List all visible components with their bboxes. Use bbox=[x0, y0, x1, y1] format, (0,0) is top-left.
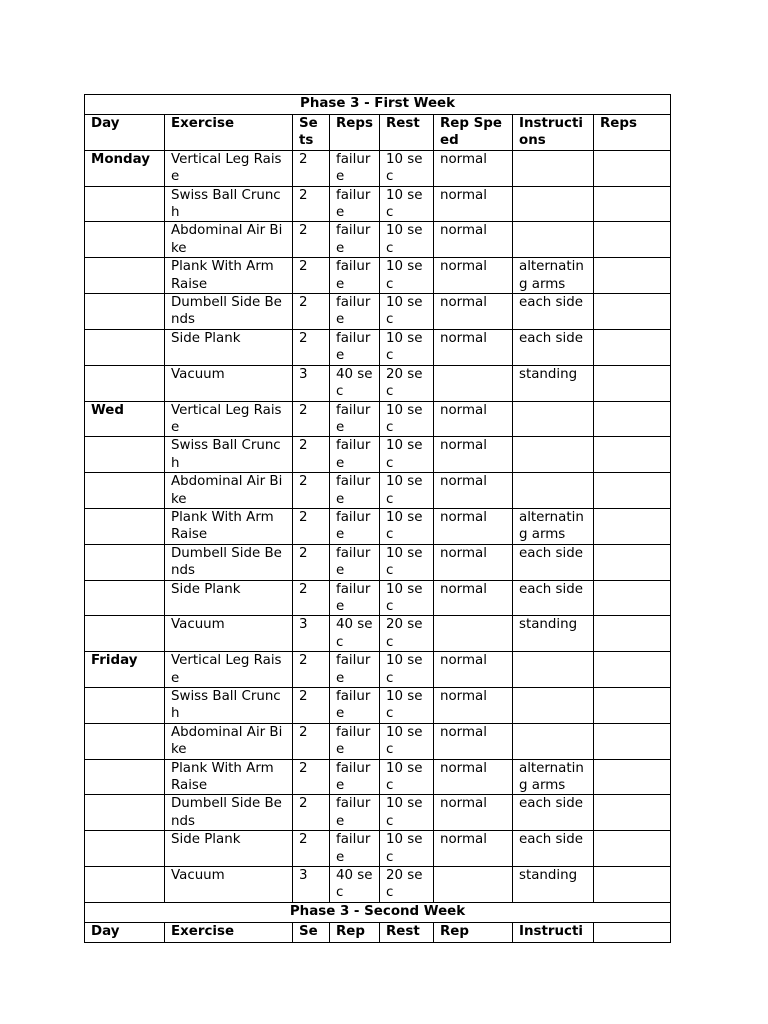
cell-sets: 2 bbox=[293, 294, 330, 330]
cell-exercise: Plank With Arm Raise bbox=[165, 258, 293, 294]
cell-day: Monday bbox=[85, 150, 165, 186]
cell-reps-extra bbox=[594, 329, 671, 365]
cell-rest: 20 sec bbox=[380, 867, 434, 903]
table-row bbox=[85, 867, 671, 903]
cell-day bbox=[85, 222, 165, 258]
cell-exercise: Plank With Arm Raise bbox=[165, 759, 293, 795]
cell-rep-speed: normal bbox=[434, 831, 513, 867]
cell-instructions: standing bbox=[513, 616, 594, 652]
workout-table bbox=[84, 94, 671, 943]
cell-instructions bbox=[513, 688, 594, 724]
column-header-day: Day bbox=[85, 115, 165, 151]
cell-reps: 40 sec bbox=[330, 365, 380, 401]
cell-day bbox=[85, 580, 165, 616]
cell-sets: 2 bbox=[293, 544, 330, 580]
table-row bbox=[85, 795, 671, 831]
table-row bbox=[85, 150, 671, 186]
column-header-instructions: Instructions bbox=[513, 115, 594, 151]
cell-reps: failure bbox=[330, 437, 380, 473]
cell-sets: 2 bbox=[293, 688, 330, 724]
cell-sets: 2 bbox=[293, 222, 330, 258]
cell-day bbox=[85, 831, 165, 867]
cell-rep-speed: normal bbox=[434, 150, 513, 186]
cell-reps: failure bbox=[330, 401, 380, 437]
cell-instructions: each side bbox=[513, 544, 594, 580]
section-title-row bbox=[85, 902, 671, 922]
cell-instructions bbox=[513, 437, 594, 473]
cell-day bbox=[85, 688, 165, 724]
cell-exercise: Swiss Ball Crunch bbox=[165, 688, 293, 724]
cell-reps: failure bbox=[330, 150, 380, 186]
cell-reps-extra bbox=[594, 867, 671, 903]
cell-reps-extra bbox=[594, 294, 671, 330]
cell-sets: 2 bbox=[293, 401, 330, 437]
cell-exercise: Vacuum bbox=[165, 365, 293, 401]
cell-instructions: each side bbox=[513, 329, 594, 365]
column-header-reps: Reps bbox=[330, 115, 380, 151]
cell-reps: failure bbox=[330, 652, 380, 688]
column-header-rep-speed: Rep bbox=[434, 922, 513, 942]
cell-instructions: standing bbox=[513, 867, 594, 903]
cell-reps: failure bbox=[330, 544, 380, 580]
cell-rest: 20 sec bbox=[380, 616, 434, 652]
cell-rep-speed: normal bbox=[434, 508, 513, 544]
section-title: Phase 3 - First Week bbox=[85, 95, 671, 115]
cell-reps-extra bbox=[594, 437, 671, 473]
cell-rest: 10 sec bbox=[380, 222, 434, 258]
table-body bbox=[85, 95, 671, 943]
cell-day: Wed bbox=[85, 401, 165, 437]
cell-rest: 10 sec bbox=[380, 401, 434, 437]
cell-day bbox=[85, 473, 165, 509]
cell-rest: 10 sec bbox=[380, 723, 434, 759]
cell-day bbox=[85, 294, 165, 330]
table-row bbox=[85, 186, 671, 222]
column-header-reps: Rep bbox=[330, 922, 380, 942]
cell-instructions bbox=[513, 652, 594, 688]
cell-instructions bbox=[513, 401, 594, 437]
column-header-sets: Se bbox=[293, 922, 330, 942]
table-row bbox=[85, 473, 671, 509]
cell-reps: failure bbox=[330, 473, 380, 509]
cell-reps-extra bbox=[594, 831, 671, 867]
cell-exercise: Side Plank bbox=[165, 580, 293, 616]
cell-day bbox=[85, 258, 165, 294]
cell-reps-extra bbox=[594, 150, 671, 186]
cell-day bbox=[85, 365, 165, 401]
cell-rep-speed: normal bbox=[434, 473, 513, 509]
cell-rep-speed bbox=[434, 616, 513, 652]
cell-reps: failure bbox=[330, 508, 380, 544]
cell-reps: failure bbox=[330, 688, 380, 724]
cell-rep-speed: normal bbox=[434, 186, 513, 222]
cell-rep-speed: normal bbox=[434, 222, 513, 258]
cell-exercise: Vertical Leg Raise bbox=[165, 652, 293, 688]
table-row bbox=[85, 831, 671, 867]
cell-sets: 2 bbox=[293, 150, 330, 186]
cell-instructions bbox=[513, 186, 594, 222]
cell-sets: 2 bbox=[293, 652, 330, 688]
cell-reps-extra bbox=[594, 222, 671, 258]
cell-sets: 2 bbox=[293, 723, 330, 759]
cell-instructions bbox=[513, 150, 594, 186]
cell-reps-extra bbox=[594, 616, 671, 652]
cell-rest: 10 sec bbox=[380, 831, 434, 867]
cell-rep-speed: normal bbox=[434, 795, 513, 831]
table-row bbox=[85, 401, 671, 437]
cell-reps-extra bbox=[594, 652, 671, 688]
cell-rest: 10 sec bbox=[380, 150, 434, 186]
cell-sets: 2 bbox=[293, 186, 330, 222]
cell-exercise: Side Plank bbox=[165, 329, 293, 365]
cell-rest: 10 sec bbox=[380, 688, 434, 724]
cell-exercise: Abdominal Air Bike bbox=[165, 473, 293, 509]
cell-sets: 2 bbox=[293, 831, 330, 867]
cell-instructions: standing bbox=[513, 365, 594, 401]
cell-rest: 10 sec bbox=[380, 294, 434, 330]
cell-reps: failure bbox=[330, 723, 380, 759]
cell-reps-extra bbox=[594, 186, 671, 222]
cell-exercise: Vertical Leg Raise bbox=[165, 401, 293, 437]
cell-rep-speed: normal bbox=[434, 652, 513, 688]
cell-sets: 2 bbox=[293, 508, 330, 544]
cell-reps: failure bbox=[330, 294, 380, 330]
cell-instructions: each side bbox=[513, 294, 594, 330]
cell-sets: 2 bbox=[293, 437, 330, 473]
cell-reps: failure bbox=[330, 831, 380, 867]
cell-rep-speed: normal bbox=[434, 437, 513, 473]
section-title-row bbox=[85, 95, 671, 115]
cell-sets: 2 bbox=[293, 258, 330, 294]
table-row bbox=[85, 294, 671, 330]
table-row bbox=[85, 329, 671, 365]
cell-instructions bbox=[513, 723, 594, 759]
table-row bbox=[85, 580, 671, 616]
cell-exercise: Vertical Leg Raise bbox=[165, 150, 293, 186]
table-row bbox=[85, 759, 671, 795]
cell-rest: 10 sec bbox=[380, 652, 434, 688]
cell-reps: 40 sec bbox=[330, 867, 380, 903]
cell-rep-speed bbox=[434, 867, 513, 903]
cell-rest: 10 sec bbox=[380, 437, 434, 473]
column-header-rep-speed: Rep Speed bbox=[434, 115, 513, 151]
cell-day bbox=[85, 437, 165, 473]
cell-reps-extra bbox=[594, 580, 671, 616]
cell-instructions: alternating arms bbox=[513, 258, 594, 294]
cell-instructions: alternating arms bbox=[513, 508, 594, 544]
cell-instructions: alternating arms bbox=[513, 759, 594, 795]
table-row bbox=[85, 616, 671, 652]
cell-day bbox=[85, 795, 165, 831]
cell-sets: 2 bbox=[293, 759, 330, 795]
cell-reps: failure bbox=[330, 222, 380, 258]
cell-sets: 2 bbox=[293, 473, 330, 509]
cell-instructions: each side bbox=[513, 831, 594, 867]
cell-rest: 20 sec bbox=[380, 365, 434, 401]
cell-reps: failure bbox=[330, 580, 380, 616]
cell-reps-extra bbox=[594, 473, 671, 509]
cell-rep-speed: normal bbox=[434, 723, 513, 759]
column-header-reps-extra: Reps bbox=[594, 115, 671, 151]
column-header-rest: Rest bbox=[380, 115, 434, 151]
cell-day: Friday bbox=[85, 652, 165, 688]
cell-reps-extra bbox=[594, 365, 671, 401]
table-row bbox=[85, 688, 671, 724]
cell-rest: 10 sec bbox=[380, 759, 434, 795]
cell-rest: 10 sec bbox=[380, 473, 434, 509]
table-row bbox=[85, 652, 671, 688]
cell-rep-speed: normal bbox=[434, 688, 513, 724]
column-header-instructions: Instructi bbox=[513, 922, 594, 942]
cell-reps-extra bbox=[594, 723, 671, 759]
cell-reps: failure bbox=[330, 186, 380, 222]
section-title: Phase 3 - Second Week bbox=[85, 902, 671, 922]
table-row bbox=[85, 437, 671, 473]
cell-exercise: Vacuum bbox=[165, 616, 293, 652]
cell-reps: failure bbox=[330, 258, 380, 294]
cell-sets: 2 bbox=[293, 795, 330, 831]
cell-rep-speed: normal bbox=[434, 294, 513, 330]
header-row bbox=[85, 922, 671, 942]
cell-sets: 2 bbox=[293, 329, 330, 365]
cell-day bbox=[85, 867, 165, 903]
cell-rep-speed bbox=[434, 365, 513, 401]
cell-day bbox=[85, 759, 165, 795]
table-row bbox=[85, 258, 671, 294]
cell-exercise: Side Plank bbox=[165, 831, 293, 867]
column-header-day: Day bbox=[85, 922, 165, 942]
cell-instructions: each side bbox=[513, 580, 594, 616]
cell-reps: failure bbox=[330, 795, 380, 831]
table-row bbox=[85, 365, 671, 401]
cell-reps-extra bbox=[594, 544, 671, 580]
cell-sets: 3 bbox=[293, 616, 330, 652]
column-header-rest: Rest bbox=[380, 922, 434, 942]
cell-reps-extra bbox=[594, 688, 671, 724]
cell-exercise: Dumbell Side Bends bbox=[165, 294, 293, 330]
cell-rest: 10 sec bbox=[380, 329, 434, 365]
cell-rep-speed: normal bbox=[434, 759, 513, 795]
cell-reps: failure bbox=[330, 759, 380, 795]
cell-exercise: Abdominal Air Bike bbox=[165, 723, 293, 759]
cell-day bbox=[85, 508, 165, 544]
cell-rest: 10 sec bbox=[380, 258, 434, 294]
cell-day bbox=[85, 544, 165, 580]
cell-reps-extra bbox=[594, 795, 671, 831]
cell-day bbox=[85, 329, 165, 365]
cell-instructions: each side bbox=[513, 795, 594, 831]
cell-rep-speed: normal bbox=[434, 544, 513, 580]
cell-reps-extra bbox=[594, 759, 671, 795]
cell-exercise: Swiss Ball Crunch bbox=[165, 186, 293, 222]
cell-day bbox=[85, 723, 165, 759]
cell-rest: 10 sec bbox=[380, 186, 434, 222]
cell-reps: failure bbox=[330, 329, 380, 365]
table-row bbox=[85, 222, 671, 258]
cell-instructions bbox=[513, 473, 594, 509]
column-header-reps-extra bbox=[594, 922, 671, 942]
cell-rest: 10 sec bbox=[380, 795, 434, 831]
table-row bbox=[85, 544, 671, 580]
cell-rest: 10 sec bbox=[380, 508, 434, 544]
cell-sets: 3 bbox=[293, 867, 330, 903]
cell-rest: 10 sec bbox=[380, 544, 434, 580]
cell-instructions bbox=[513, 222, 594, 258]
cell-reps: 40 sec bbox=[330, 616, 380, 652]
cell-day bbox=[85, 616, 165, 652]
cell-exercise: Dumbell Side Bends bbox=[165, 795, 293, 831]
cell-day bbox=[85, 186, 165, 222]
column-header-exercise: Exercise bbox=[165, 922, 293, 942]
column-header-exercise: Exercise bbox=[165, 115, 293, 151]
cell-rep-speed: normal bbox=[434, 258, 513, 294]
header-row bbox=[85, 115, 671, 151]
cell-sets: 3 bbox=[293, 365, 330, 401]
cell-rep-speed: normal bbox=[434, 329, 513, 365]
cell-rest: 10 sec bbox=[380, 580, 434, 616]
cell-exercise: Dumbell Side Bends bbox=[165, 544, 293, 580]
cell-rep-speed: normal bbox=[434, 580, 513, 616]
cell-reps-extra bbox=[594, 401, 671, 437]
cell-reps-extra bbox=[594, 508, 671, 544]
cell-sets: 2 bbox=[293, 580, 330, 616]
cell-reps-extra bbox=[594, 258, 671, 294]
table-row bbox=[85, 723, 671, 759]
table-row bbox=[85, 508, 671, 544]
cell-exercise: Abdominal Air Bike bbox=[165, 222, 293, 258]
cell-exercise: Swiss Ball Crunch bbox=[165, 437, 293, 473]
column-header-sets: Sets bbox=[293, 115, 330, 151]
cell-rep-speed: normal bbox=[434, 401, 513, 437]
cell-exercise: Plank With Arm Raise bbox=[165, 508, 293, 544]
cell-exercise: Vacuum bbox=[165, 867, 293, 903]
